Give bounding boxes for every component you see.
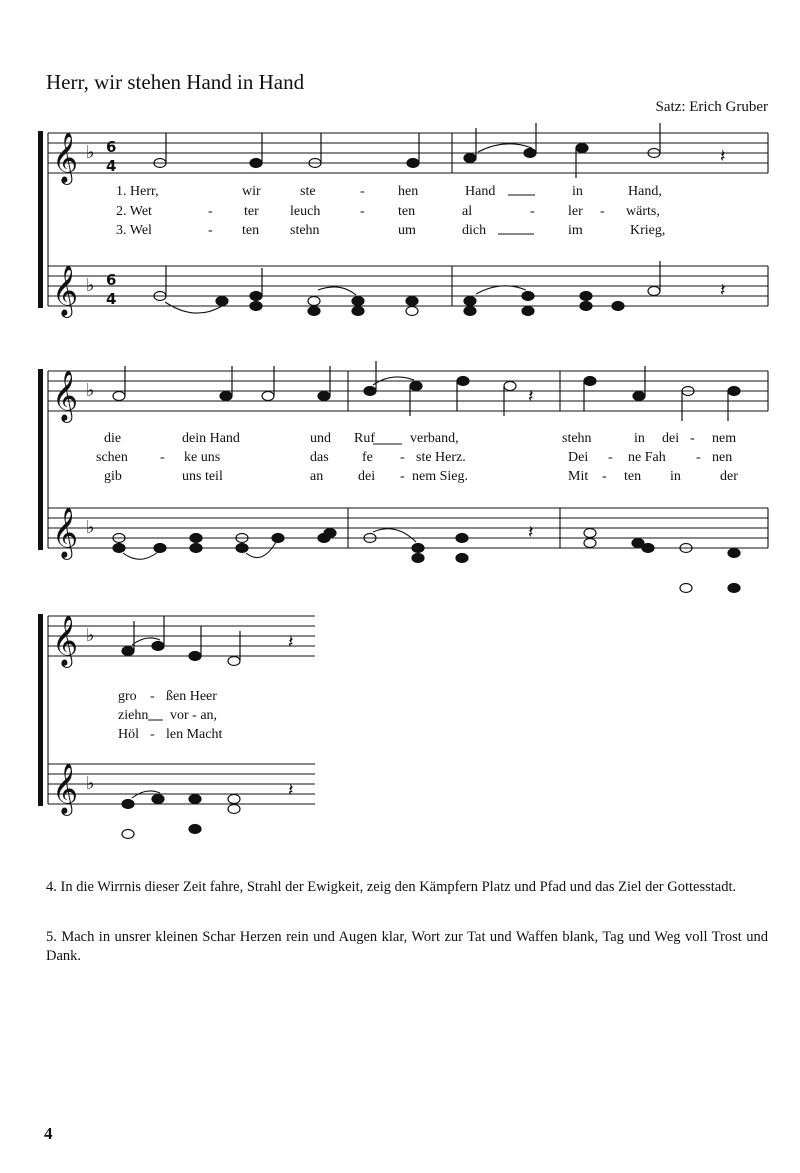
page-number: 4 (44, 1124, 53, 1143)
lyric-word: - (400, 469, 405, 484)
svg-text:4: 4 (106, 290, 117, 308)
lyric-word: in (572, 184, 583, 199)
svg-text:4: 4 (106, 157, 117, 175)
lyric-word: - (602, 469, 607, 484)
lyric-word: ke uns (184, 450, 221, 465)
svg-text:𝄞: 𝄞 (52, 507, 79, 558)
lyric-word: Ruf (354, 431, 375, 446)
svg-text:𝄽: 𝄽 (528, 522, 534, 543)
lyric-word: dein Hand (182, 431, 240, 446)
lyric-word: - (360, 204, 365, 219)
svg-text:♭: ♭ (86, 517, 95, 538)
verse-5: 5. Mach in unsrer kleinen Schar Herzen rein und Augen klar, Wort zur Tat und Waffen blank, Tag und Weg voll Trost und Dank. (46, 929, 768, 964)
svg-text:𝄽: 𝄽 (528, 386, 534, 407)
svg-text:6: 6 (106, 271, 117, 289)
svg-text:𝄞: 𝄞 (52, 615, 79, 666)
lyric-word: Mit (568, 469, 589, 484)
composer-credit: Satz: Erich Gruber (655, 99, 768, 115)
svg-text:𝄞: 𝄞 (52, 370, 79, 421)
svg-text:♭: ♭ (86, 773, 95, 794)
lyric-word: ziehn (118, 708, 149, 723)
lyric-word: in (634, 431, 645, 446)
svg-text:𝄞: 𝄞 (52, 265, 79, 316)
lyric-word: leuch (290, 204, 321, 219)
lyric-word: al (462, 204, 473, 219)
svg-text:♭: ♭ (86, 380, 95, 401)
svg-text:𝄞: 𝄞 (52, 132, 79, 183)
lyric-word: - (208, 223, 213, 238)
lyric-word: - (696, 450, 701, 465)
song-title: Herr, wir stehen Hand in Hand (46, 70, 305, 94)
lyric-word: - (608, 450, 613, 465)
lyric-word: - (360, 184, 365, 199)
lyric-word: len Macht (166, 727, 223, 742)
lyric-word: stehn (290, 223, 320, 238)
lyric-word: vor - an, (170, 708, 218, 723)
lyric-word: wir (242, 184, 261, 199)
svg-text:𝄞: 𝄞 (52, 763, 79, 814)
lyric-word: ler (568, 204, 583, 219)
svg-text:𝄽: 𝄽 (720, 146, 726, 167)
lyric-word: Krieg, (630, 223, 666, 238)
svg-text:6: 6 (106, 138, 117, 156)
system-brackets (38, 131, 43, 806)
lyric-word: 3. Wel (116, 223, 152, 238)
time-signatures (106, 138, 116, 308)
lyric-word: - (150, 689, 155, 704)
clefs (52, 132, 95, 816)
lyric-word: uns teil (182, 469, 223, 484)
lyric-word: das (310, 450, 329, 465)
lyric-word: 1. Herr, (116, 184, 159, 199)
verse-4: 4. In die Wirrnis dieser Zeit fahre, Strahl der Ewigkeit, zeig den Kämpfern Platz und Pfad und das Ziel der Gottesstadt. (46, 879, 737, 895)
lyric-word: im (568, 223, 583, 238)
lyric-word: verband, (410, 431, 459, 446)
lyric-word: um (398, 223, 416, 238)
svg-text:♭: ♭ (86, 275, 95, 296)
lyric-word: - (530, 204, 535, 219)
lyric-word: stehn (562, 431, 592, 446)
lyric-word: 2. Wet (116, 204, 152, 219)
rests (288, 146, 726, 801)
lyric-word: fe (362, 450, 373, 465)
lyric-word: wärts, (626, 204, 660, 219)
lyric-word: nem Sieg. (412, 469, 468, 484)
lyric-word: dei (662, 431, 680, 446)
lyric-word: - (600, 204, 605, 219)
svg-text:♭: ♭ (86, 625, 95, 646)
lyric-word: - (208, 204, 213, 219)
svg-text:𝄽: 𝄽 (288, 632, 294, 653)
lyric-word: hen (398, 184, 419, 199)
lyric-word: Dei (568, 450, 589, 465)
lyric-word: - (160, 450, 165, 465)
lyric-word: - (150, 727, 155, 742)
svg-text:𝄽: 𝄽 (288, 780, 294, 801)
svg-text:♭: ♭ (86, 142, 95, 163)
svg-text:𝄽: 𝄽 (720, 280, 726, 301)
lyric-word: - (400, 450, 405, 465)
lyric-word: die (104, 431, 122, 446)
lyric-word: ten (398, 204, 416, 219)
lyric-word: dei (358, 469, 376, 484)
lyric-word: ßen Heer (166, 689, 217, 704)
lyric-word: gib (104, 469, 122, 484)
lyric-word: nen (712, 450, 733, 465)
lyric-word: der (720, 469, 738, 484)
lyric-word: Höl (118, 727, 139, 742)
lyric-word: Hand (465, 184, 496, 199)
lyric-word: Hand, (628, 184, 662, 199)
lyric-word: ten (624, 469, 642, 484)
lyric-word: ter (244, 204, 259, 219)
lyric-word: ne Fah (628, 450, 666, 465)
lyric-word: an (310, 469, 324, 484)
lyric-word: und (310, 431, 331, 446)
lyric-word: gro (118, 689, 137, 704)
lyric-word: ste Herz. (416, 450, 466, 465)
lyric-word: ste (300, 184, 316, 199)
lyric-word: in (670, 469, 681, 484)
lyric-word: ten (242, 223, 260, 238)
lyric-word: - (690, 431, 695, 446)
lyric-word: schen (96, 450, 128, 465)
lyric-word: nem (712, 431, 737, 446)
lyric-word: dich (462, 223, 487, 238)
